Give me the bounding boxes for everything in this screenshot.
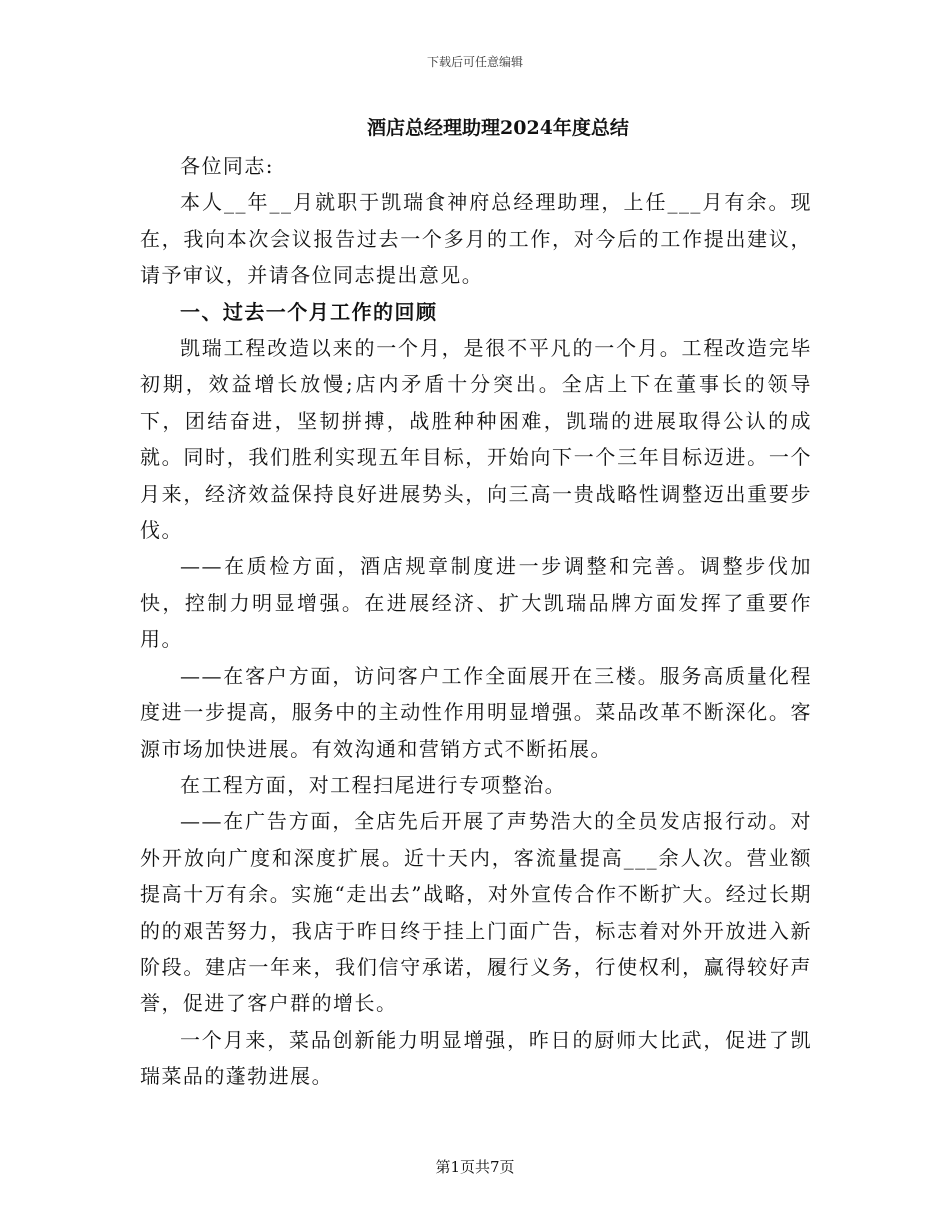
paragraph-quality-inspection: ——在质检方面，酒店规章制度进一步调整和完善。调整步伐加快，控制力明显增强。在进展经济、扩大凯瑞品牌方面发挥了重要作用。: [140, 554, 812, 652]
document-title: 酒店总经理助理2024年度总结: [367, 117, 629, 139]
page-number: 第1页共7页: [435, 1158, 515, 1176]
page-header-note: 下载后可任意编辑: [426, 55, 523, 69]
paragraph-engineering: 在工程方面，对工程扫尾进行专项整治。: [180, 772, 567, 797]
intro-paragraph: 本人__年__月就职于凯瑞食神府总经理助理，上任___月有余。现在，我向本次会议报告过去一个多月的工作，对今后的工作提出建议，请予审议，并请各位同志提出意见。: [140, 190, 812, 288]
paragraph-advertising: ——在广告方面，全店先后开展了声势浩大的全员发店报行动。对外开放向广度和深度扩展。近十天内，客流量提高___余人次。营业额提高十万有余。实施“走出去”战略，对外宣传合作不断扩大。经过长期的的艰苦努力，我店于昨日终于挂上门面广告，标志着对外开放进入新阶段。建店一年来，我们信守承诺，履行义务，行使权利，赢得较好声誉，促进了客户群的增长。: [140, 809, 812, 1016]
document-body: [140, 148, 812, 1095]
paragraph-dishes: 一个月来，菜品创新能力明显增强，昨日的厨师大比武，促进了凯瑞菜品的蓬勃进展。: [140, 1027, 812, 1089]
paragraph-customers: ——在客户方面，访问客户工作全面展开在三楼。服务高质量化程度进一步提高，服务中的主动性作用明显增强。菜品改革不断深化。客源市场加快进展。有效沟通和营销方式不断拓展。: [140, 663, 812, 761]
salutation: 各位同志:: [180, 154, 274, 178]
section-heading-review: 一、过去一个月工作的回顾: [180, 299, 438, 324]
paragraph-overview: 凯瑞工程改造以来的一个月，是很不平凡的一个月。工程改造完毕初期，效益增长放慢;店内矛盾十分突出。全店上下在董事长的领导下，团结奋进，坚韧拼搏，战胜种种困难，凯瑞的进展取得公认的成就。同时，我们胜利实现五年目标，开始向下一个三年目标迈进。一个月来，经济效益保持良好进展势头，向三高一贵战略性调整迈出重要步伐。: [140, 336, 812, 543]
